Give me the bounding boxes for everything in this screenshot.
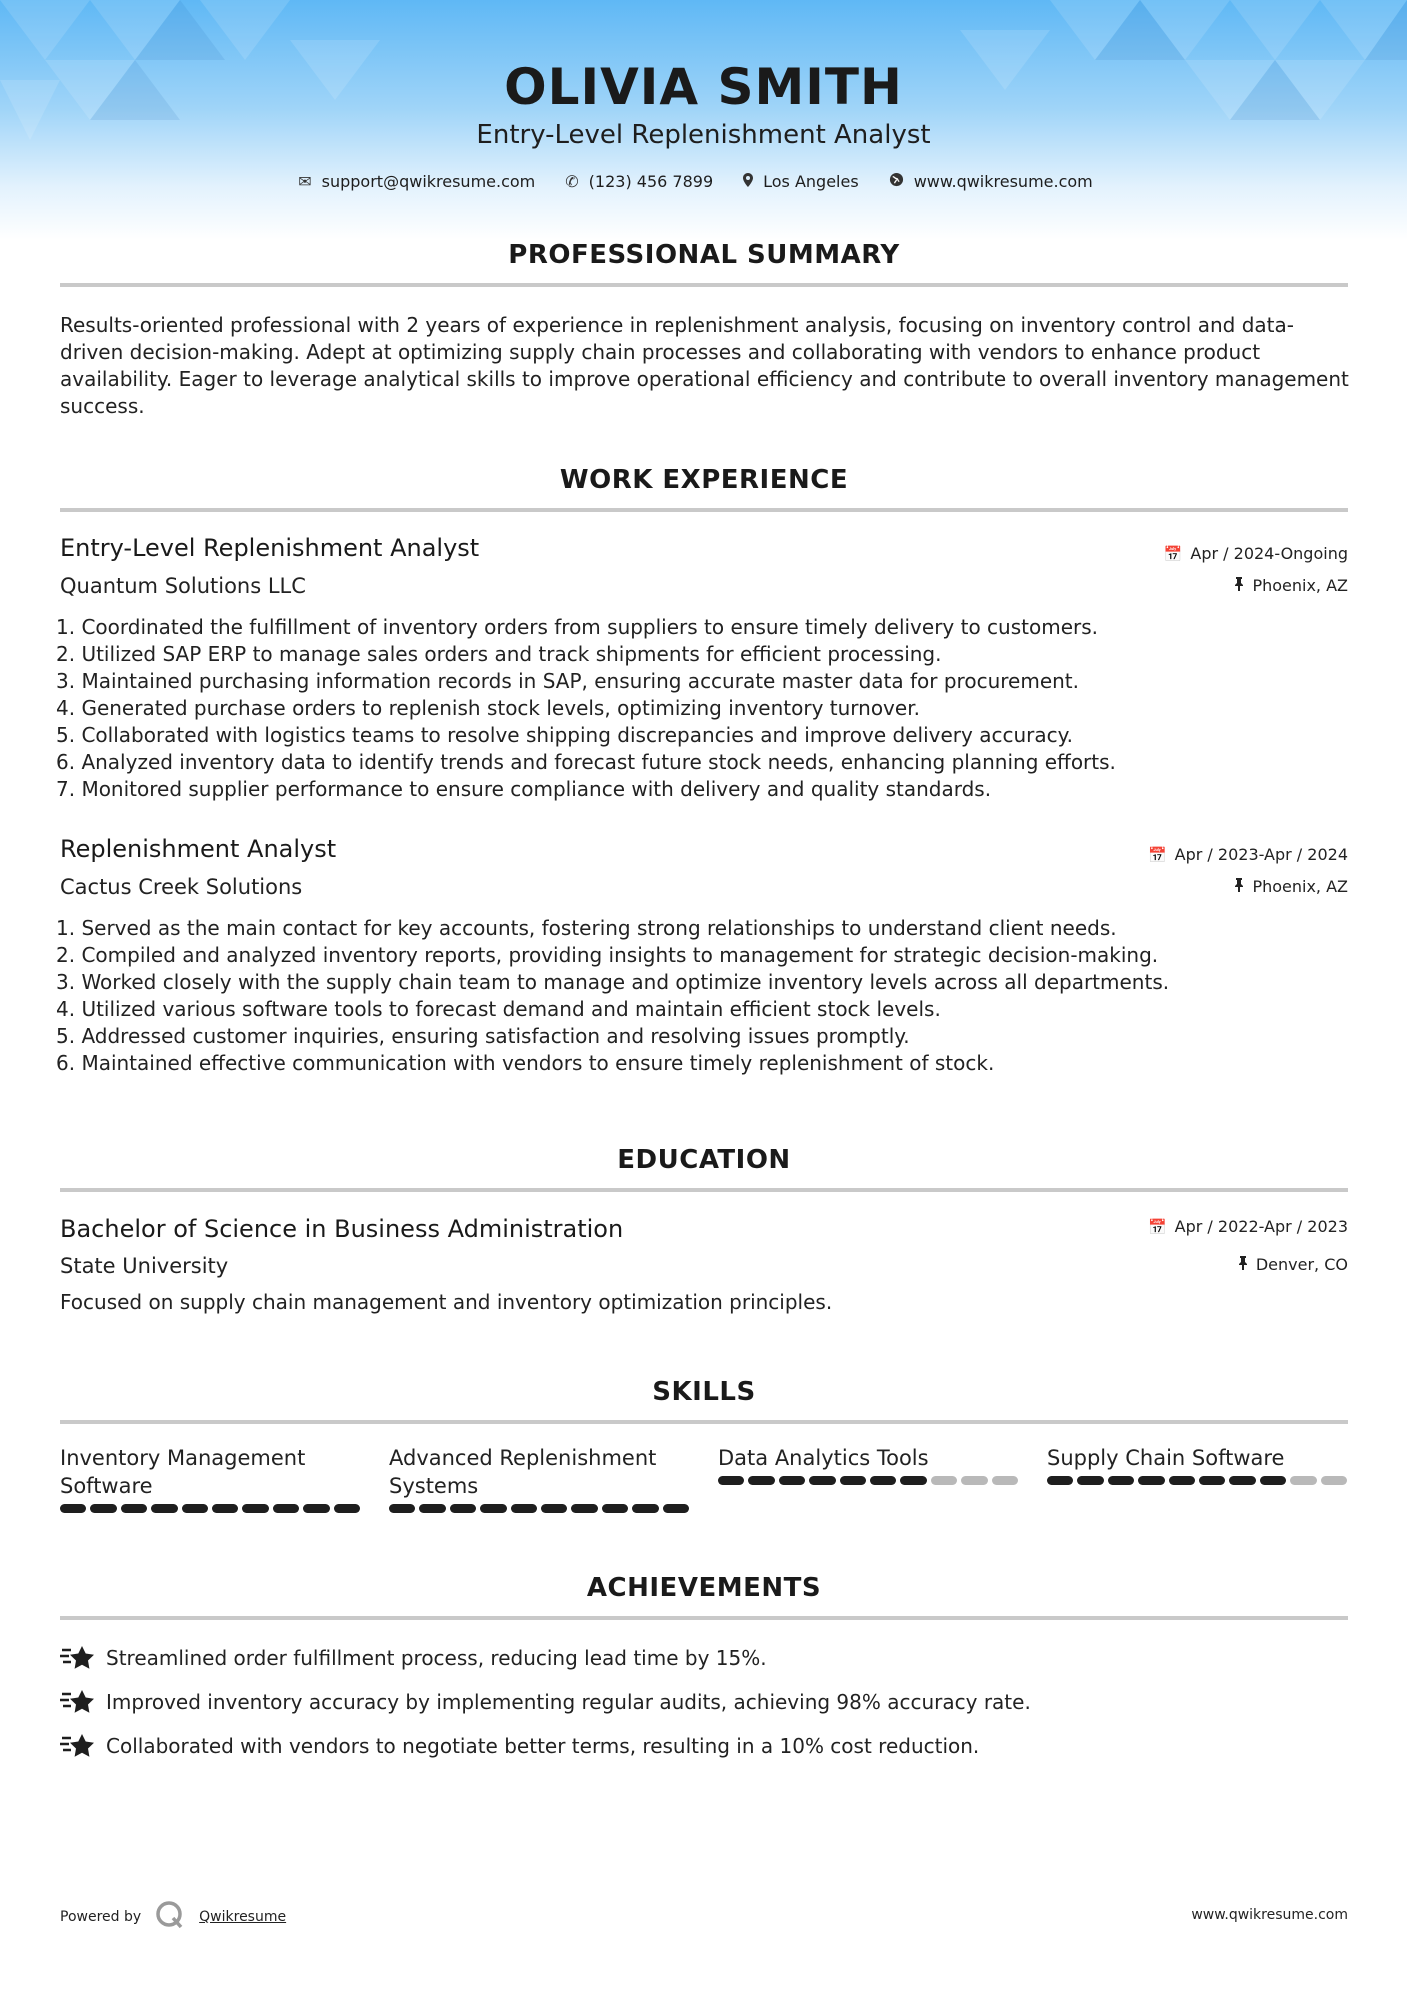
skill-item bbox=[389, 1444, 689, 1513]
candidate-role: Entry-Level Replenishment Analyst bbox=[476, 120, 931, 150]
candidate-name: OLIVIA SMITH bbox=[504, 58, 903, 116]
skill-level-segment bbox=[931, 1476, 957, 1485]
skill-level-segment bbox=[121, 1504, 147, 1513]
section-divider bbox=[60, 1188, 1348, 1192]
job-title: Entry-Level Replenishment Analyst bbox=[60, 534, 480, 562]
brand-link[interactable]: Qwikresume bbox=[199, 1909, 287, 1925]
skill-level-segment bbox=[1321, 1476, 1347, 1485]
skill-level-segment bbox=[541, 1504, 567, 1513]
list-item: 2. Utilized SAP ERP to manage sales orders and track shipments for efficient processing. bbox=[56, 642, 942, 666]
skill-level-segment bbox=[602, 1504, 628, 1513]
skill-level-segment bbox=[242, 1504, 268, 1513]
list-item: 3. Worked closely with the supply chain team to manage and optimize inventory levels across all departments. bbox=[56, 970, 1170, 994]
skill-item bbox=[718, 1444, 1018, 1513]
envelope-icon: ✉ bbox=[298, 172, 312, 191]
achievement-item: Streamlined order fulfillment process, reducing lead time by 15%. bbox=[60, 1644, 767, 1672]
section-divider bbox=[60, 508, 1348, 512]
education-dates: 📅 Apr / 2022-Apr / 2023 bbox=[1147, 1217, 1348, 1236]
section-title-education: EDUCATION bbox=[617, 1145, 791, 1175]
degree-title: Bachelor of Science in Business Administration bbox=[60, 1215, 624, 1243]
calendar-icon: 📅 bbox=[1147, 1217, 1167, 1236]
achievement-item: Collaborated with vendors to negotiate better terms, resulting in a 10% cost reduction. bbox=[60, 1732, 979, 1760]
skill-level-segment bbox=[151, 1504, 177, 1513]
skill-level-segment bbox=[480, 1504, 506, 1513]
skill-level-segment bbox=[718, 1476, 744, 1485]
skill-level-segment bbox=[389, 1504, 415, 1513]
section-divider bbox=[60, 283, 1348, 287]
skills-grid bbox=[60, 1444, 1350, 1513]
skill-level-segment bbox=[1290, 1476, 1316, 1485]
qwikresume-logo-icon bbox=[155, 1900, 185, 1934]
skill-level-segment bbox=[809, 1476, 835, 1485]
skill-level-segment bbox=[1047, 1476, 1073, 1485]
job-title: Replenishment Analyst bbox=[60, 835, 337, 863]
list-item: 6. Analyzed inventory data to identify trends and forecast future stock needs, enhancing planning efforts. bbox=[56, 750, 1116, 774]
star-icon bbox=[60, 1732, 96, 1760]
list-item: 1. Served as the main contact for key accounts, fostering strong relationships to understand client needs. bbox=[56, 916, 1117, 940]
section-title-summary: PROFESSIONAL SUMMARY bbox=[508, 240, 900, 270]
skill-level-bar bbox=[389, 1504, 689, 1513]
skill-level-segment bbox=[182, 1504, 208, 1513]
skill-level-bar bbox=[1047, 1476, 1347, 1485]
pushpin-icon bbox=[1234, 577, 1244, 595]
job-location: Phoenix, AZ bbox=[1234, 877, 1348, 896]
school-name: State University bbox=[60, 1254, 229, 1278]
skill-level-segment bbox=[90, 1504, 116, 1513]
map-pin-icon bbox=[743, 172, 753, 191]
skill-item bbox=[1047, 1444, 1347, 1513]
list-item: 6. Maintained effective communication with vendors to ensure timely replenishment of stock. bbox=[56, 1051, 995, 1075]
job-bullet-list bbox=[56, 614, 1346, 803]
skill-level-segment bbox=[632, 1504, 658, 1513]
summary-text: Results-oriented professional with 2 years of experience in replenishment analysis, focusing on inventory control and data-driven decision-making. Adept at optimizing supply chain processes and collaborating with vendors to enhance product availability. Eager to leverage analytical skills to improve operational efficiency and contribute to overall inventory management success. bbox=[60, 313, 1349, 418]
job-company: Cactus Creek Solutions bbox=[60, 875, 303, 899]
skill-level-segment bbox=[1260, 1476, 1286, 1485]
star-icon bbox=[60, 1688, 96, 1716]
section-title-experience: WORK EXPERIENCE bbox=[559, 465, 849, 495]
list-item: 1. Coordinated the fulfillment of inventory orders from suppliers to ensure timely delivery to customers. bbox=[56, 615, 1099, 639]
skill-level-segment bbox=[419, 1504, 445, 1513]
skill-level-segment bbox=[748, 1476, 774, 1485]
list-item: 2. Compiled and analyzed inventory reports, providing insights to management for strategic decision-making. bbox=[56, 943, 1159, 967]
skill-level-bar bbox=[718, 1476, 1018, 1485]
skill-level-segment bbox=[212, 1504, 238, 1513]
job-location: Phoenix, AZ bbox=[1234, 576, 1348, 595]
skill-level-segment bbox=[840, 1476, 866, 1485]
list-item: 4. Utilized various software tools to forecast demand and maintain efficient stock levels. bbox=[56, 997, 941, 1021]
calendar-icon: 📅 bbox=[1147, 845, 1167, 864]
contact-website[interactable]: www.qwikresume.com bbox=[889, 172, 1093, 191]
pushpin-icon bbox=[1238, 1256, 1248, 1274]
skill-name: Advanced Replenishment Systems bbox=[389, 1446, 657, 1498]
contact-phone[interactable]: ✆ (123) 456 7899 bbox=[565, 172, 714, 191]
skill-level-segment bbox=[1108, 1476, 1134, 1485]
skill-level-segment bbox=[1229, 1476, 1255, 1485]
contact-email[interactable]: ✉ support@qwikresume.com bbox=[298, 172, 536, 191]
list-item: 7. Monitored supplier performance to ensure compliance with delivery and quality standards. bbox=[56, 777, 992, 801]
skill-item bbox=[60, 1444, 360, 1513]
skill-level-segment bbox=[1199, 1476, 1225, 1485]
skill-level-segment bbox=[1077, 1476, 1103, 1485]
skill-level-bar bbox=[60, 1504, 360, 1513]
skill-level-segment bbox=[571, 1504, 597, 1513]
star-icon bbox=[60, 1644, 96, 1672]
skill-level-segment bbox=[303, 1504, 329, 1513]
contact-bar bbox=[0, 172, 1407, 191]
job-dates: 📅 Apr / 2024-Ongoing bbox=[1163, 544, 1348, 563]
skill-name: Supply Chain Software bbox=[1047, 1446, 1285, 1470]
achievement-item: Improved inventory accuracy by implementing regular audits, achieving 98% accuracy rate. bbox=[60, 1688, 1031, 1716]
list-item: 3. Maintained purchasing information records in SAP, ensuring accurate master data for procurement. bbox=[56, 669, 1079, 693]
skill-name: Inventory Management Software bbox=[60, 1446, 306, 1498]
list-item: 5. Addressed customer inquiries, ensuring satisfaction and resolving issues promptly. bbox=[56, 1024, 910, 1048]
calendar-icon: 📅 bbox=[1163, 544, 1183, 563]
list-item: 5. Collaborated with logistics teams to resolve shipping discrepancies and improve delivery accuracy. bbox=[56, 723, 1073, 747]
footer-website-link[interactable]: www.qwikresume.com bbox=[1191, 1907, 1348, 1923]
skill-level-segment bbox=[663, 1504, 689, 1513]
skill-level-segment bbox=[779, 1476, 805, 1485]
skill-name: Data Analytics Tools bbox=[718, 1446, 929, 1470]
education-note: Focused on supply chain management and inventory optimization principles. bbox=[60, 1290, 833, 1314]
skill-level-segment bbox=[992, 1476, 1018, 1485]
job-company: Quantum Solutions LLC bbox=[60, 574, 306, 598]
education-location: Denver, CO bbox=[1238, 1255, 1348, 1274]
skill-level-segment bbox=[60, 1504, 86, 1513]
globe-icon bbox=[889, 172, 904, 191]
list-item: 4. Generated purchase orders to replenish stock levels, optimizing inventory turnover. bbox=[56, 696, 920, 720]
section-divider bbox=[60, 1420, 1348, 1424]
skill-level-segment bbox=[334, 1504, 360, 1513]
skill-level-segment bbox=[900, 1476, 926, 1485]
skill-level-segment bbox=[961, 1476, 987, 1485]
contact-location: Los Angeles bbox=[743, 172, 859, 191]
section-divider bbox=[60, 1616, 1348, 1620]
skill-level-segment bbox=[273, 1504, 299, 1513]
skill-level-segment bbox=[511, 1504, 537, 1513]
phone-icon: ✆ bbox=[565, 172, 579, 191]
pushpin-icon bbox=[1234, 878, 1244, 896]
footer-powered-by: Powered by Qwikresume bbox=[60, 1900, 286, 1934]
section-title-skills: SKILLS bbox=[652, 1377, 756, 1407]
job-bullet-list bbox=[56, 915, 1346, 1077]
section-title-achievements: ACHIEVEMENTS bbox=[586, 1573, 822, 1603]
skill-level-segment bbox=[450, 1504, 476, 1513]
skill-level-segment bbox=[1169, 1476, 1195, 1485]
job-dates: 📅 Apr / 2023-Apr / 2024 bbox=[1147, 845, 1348, 864]
skill-level-segment bbox=[870, 1476, 896, 1485]
skill-level-segment bbox=[1138, 1476, 1164, 1485]
